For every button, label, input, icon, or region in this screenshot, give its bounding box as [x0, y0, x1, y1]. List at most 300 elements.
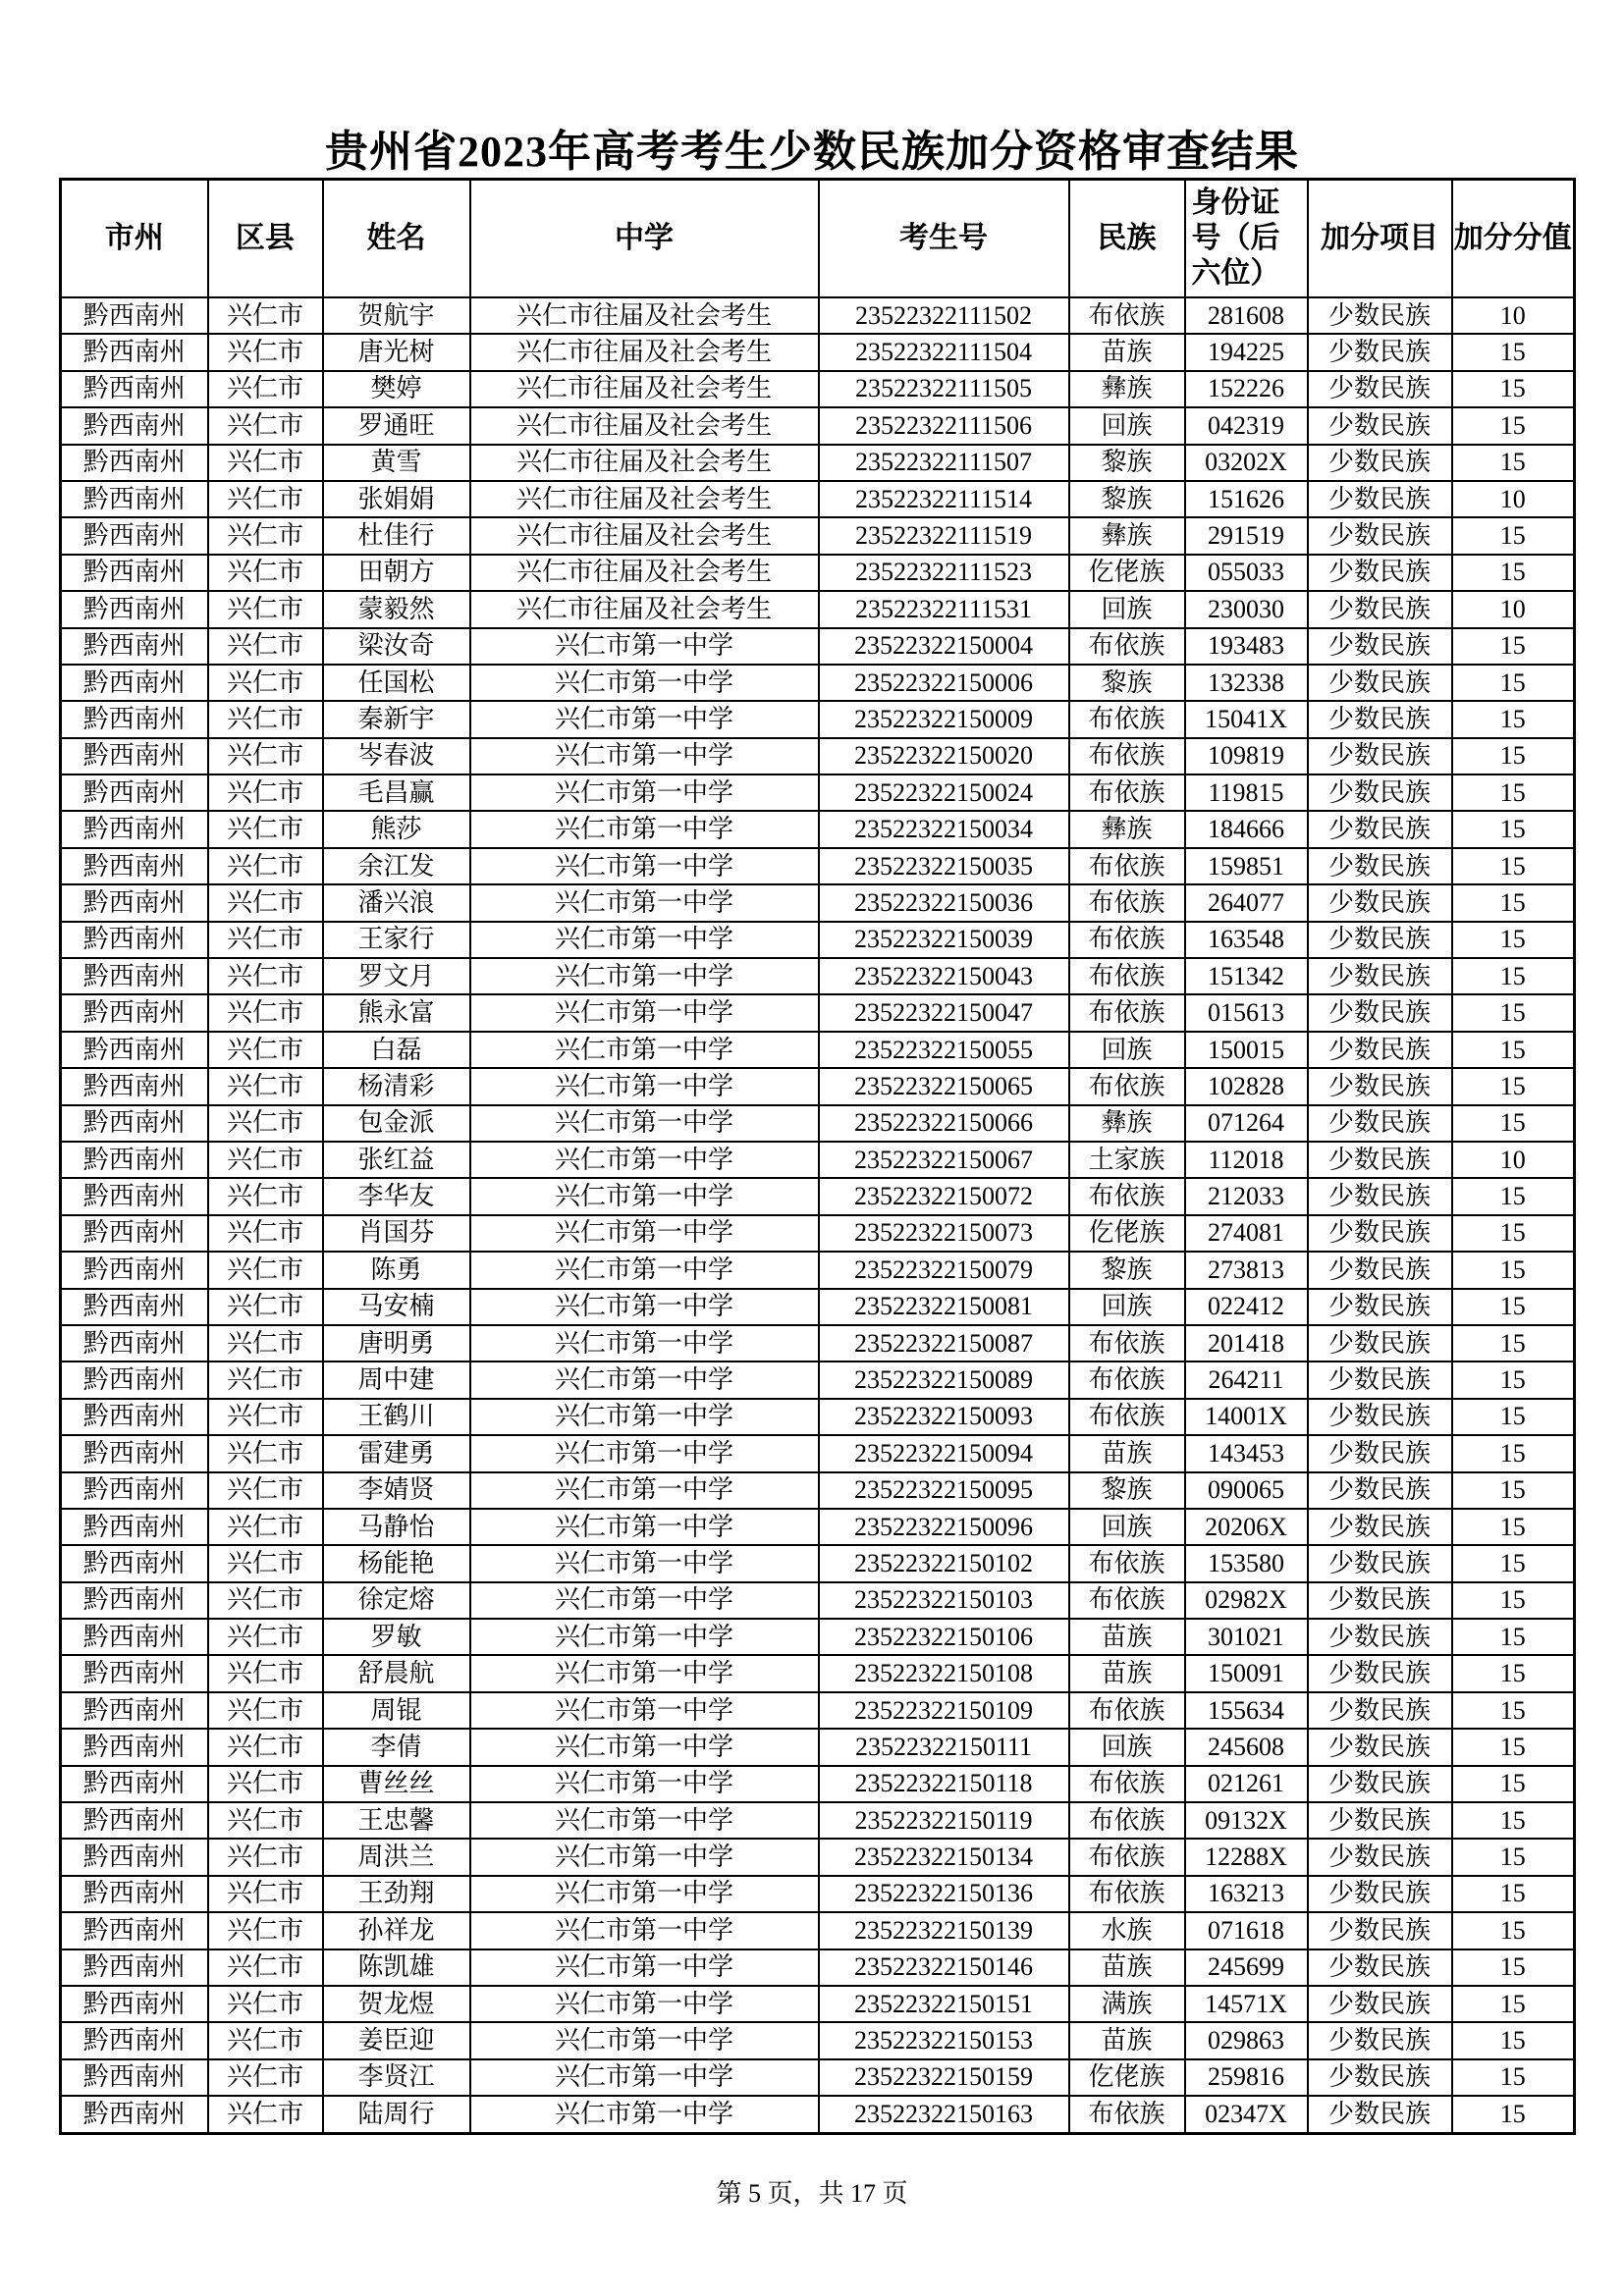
- cell-bonus-value: 15: [1452, 1252, 1575, 1288]
- cell-id-last6: 109819: [1185, 738, 1308, 774]
- cell-bonus-value: 15: [1452, 407, 1575, 444]
- cell-id-last6: 159851: [1185, 848, 1308, 884]
- cell-id-last6: 245608: [1185, 1729, 1308, 1765]
- cell-county: 兴仁市: [208, 1435, 323, 1471]
- cell-bonus-item: 少数民族: [1308, 774, 1452, 811]
- cell-id-last6: 015613: [1185, 994, 1308, 1031]
- cell-school: 兴仁市往届及社会考生: [470, 481, 819, 517]
- cell-county: 兴仁市: [208, 701, 323, 737]
- cell-name: 梁汝奇: [323, 628, 470, 665]
- cell-school: 兴仁市第一中学: [470, 1032, 819, 1068]
- cell-ethnicity: 布依族: [1069, 701, 1185, 737]
- cell-city: 黔西南州: [61, 738, 208, 774]
- header-bonus-value: 加分分值: [1452, 180, 1575, 298]
- cell-bonus-item: 少数民族: [1308, 884, 1452, 921]
- header-city: 市州: [61, 180, 208, 298]
- cell-bonus-item: 少数民族: [1308, 1802, 1452, 1839]
- cell-city: 黔西南州: [61, 1509, 208, 1545]
- cell-id-last6: 150015: [1185, 1032, 1308, 1068]
- cell-ethnicity: 布依族: [1069, 628, 1185, 665]
- table-row: [61, 1986, 1575, 2022]
- cell-bonus-value: 15: [1452, 1178, 1575, 1214]
- cell-id-last6: 230030: [1185, 591, 1308, 627]
- cell-bonus-item: 少数民族: [1308, 371, 1452, 407]
- cell-school: 兴仁市第一中学: [470, 1252, 819, 1288]
- cell-name: 罗文月: [323, 958, 470, 994]
- header-county: 区县: [208, 180, 323, 298]
- cell-bonus-value: 15: [1452, 1655, 1575, 1691]
- cell-school: 兴仁市第一中学: [470, 1289, 819, 1325]
- cell-school: 兴仁市第一中学: [470, 1399, 819, 1435]
- cell-city: 黔西南州: [61, 371, 208, 407]
- cell-school: 兴仁市第一中学: [470, 1068, 819, 1104]
- cell-county: 兴仁市: [208, 517, 323, 554]
- table-row: [61, 1509, 1575, 1545]
- cell-bonus-value: 15: [1452, 1068, 1575, 1104]
- cell-name: 杜佳行: [323, 517, 470, 554]
- table-row: [61, 1325, 1575, 1362]
- cell-name: 樊婷: [323, 371, 470, 407]
- cell-city: 黔西南州: [61, 297, 208, 334]
- cell-name: 孙祥龙: [323, 1912, 470, 1949]
- cell-id-last6: 14571X: [1185, 1986, 1308, 2022]
- cell-ethnicity: 布依族: [1069, 1325, 1185, 1362]
- cell-exam-number: 23522322150118: [819, 1766, 1069, 1802]
- cell-name: 白磊: [323, 1032, 470, 1068]
- cell-county: 兴仁市: [208, 1362, 323, 1398]
- cell-ethnicity: 仡佬族: [1069, 1215, 1185, 1252]
- table-row: [61, 774, 1575, 811]
- cell-ethnicity: 布依族: [1069, 1692, 1185, 1729]
- cell-bonus-value: 15: [1452, 445, 1575, 481]
- cell-ethnicity: 彝族: [1069, 517, 1185, 554]
- table-row: [61, 1766, 1575, 1802]
- cell-id-last6: 155634: [1185, 1692, 1308, 1729]
- cell-county: 兴仁市: [208, 407, 323, 444]
- cell-id-last6: 273813: [1185, 1252, 1308, 1288]
- cell-exam-number: 23522322150009: [819, 701, 1069, 737]
- cell-county: 兴仁市: [208, 1399, 323, 1435]
- cell-bonus-value: 15: [1452, 2096, 1575, 2133]
- cell-city: 黔西南州: [61, 1839, 208, 1875]
- cell-city: 黔西南州: [61, 1692, 208, 1729]
- cell-city: 黔西南州: [61, 481, 208, 517]
- cell-bonus-item: 少数民族: [1308, 1178, 1452, 1214]
- cell-school: 兴仁市往届及社会考生: [470, 591, 819, 627]
- cell-id-last6: 03202X: [1185, 445, 1308, 481]
- table-row: [61, 2096, 1575, 2133]
- cell-id-last6: 193483: [1185, 628, 1308, 665]
- cell-bonus-value: 15: [1452, 774, 1575, 811]
- cell-county: 兴仁市: [208, 591, 323, 627]
- cell-id-last6: 152226: [1185, 371, 1308, 407]
- cell-school: 兴仁市第一中学: [470, 1105, 819, 1142]
- cell-city: 黔西南州: [61, 445, 208, 481]
- cell-exam-number: 23522322150106: [819, 1619, 1069, 1655]
- cell-bonus-value: 15: [1452, 811, 1575, 847]
- cell-school: 兴仁市第一中学: [470, 1362, 819, 1398]
- cell-bonus-item: 少数民族: [1308, 958, 1452, 994]
- cell-id-last6: 029863: [1185, 2022, 1308, 2058]
- results-table: [59, 178, 1576, 2135]
- cell-bonus-value: 15: [1452, 1949, 1575, 1986]
- table-row: [61, 1582, 1575, 1619]
- cell-name: 田朝方: [323, 555, 470, 591]
- cell-bonus-value: 15: [1452, 1032, 1575, 1068]
- cell-name: 马静怡: [323, 1509, 470, 1545]
- cell-county: 兴仁市: [208, 1766, 323, 1802]
- cell-city: 黔西南州: [61, 701, 208, 737]
- cell-city: 黔西南州: [61, 958, 208, 994]
- cell-ethnicity: 布依族: [1069, 1399, 1185, 1435]
- cell-ethnicity: 布依族: [1069, 884, 1185, 921]
- cell-bonus-item: 少数民族: [1308, 1545, 1452, 1581]
- cell-bonus-value: 15: [1452, 1692, 1575, 1729]
- cell-name: 姜臣迎: [323, 2022, 470, 2058]
- cell-bonus-value: 15: [1452, 884, 1575, 921]
- cell-bonus-item: 少数民族: [1308, 1619, 1452, 1655]
- cell-bonus-value: 15: [1452, 1582, 1575, 1619]
- cell-county: 兴仁市: [208, 1215, 323, 1252]
- cell-ethnicity: 彝族: [1069, 1105, 1185, 1142]
- cell-bonus-item: 少数民族: [1308, 848, 1452, 884]
- cell-school: 兴仁市第一中学: [470, 1912, 819, 1949]
- table-row: [61, 665, 1575, 701]
- cell-id-last6: 143453: [1185, 1435, 1308, 1471]
- cell-city: 黔西南州: [61, 1435, 208, 1471]
- cell-name: 熊永富: [323, 994, 470, 1031]
- cell-school: 兴仁市第一中学: [470, 1472, 819, 1509]
- cell-city: 黔西南州: [61, 1912, 208, 1949]
- cell-exam-number: 23522322150095: [819, 1472, 1069, 1509]
- table-row: [61, 371, 1575, 407]
- cell-exam-number: 23522322111523: [819, 555, 1069, 591]
- cell-bonus-value: 15: [1452, 371, 1575, 407]
- cell-county: 兴仁市: [208, 628, 323, 665]
- table-row: [61, 1068, 1575, 1104]
- cell-ethnicity: 彝族: [1069, 371, 1185, 407]
- cell-bonus-value: 10: [1452, 591, 1575, 627]
- cell-county: 兴仁市: [208, 1619, 323, 1655]
- cell-city: 黔西南州: [61, 1876, 208, 1912]
- table-row: [61, 1876, 1575, 1912]
- cell-exam-number: 23522322150096: [819, 1509, 1069, 1545]
- table-row: [61, 1692, 1575, 1729]
- cell-county: 兴仁市: [208, 1729, 323, 1765]
- cell-id-last6: 022412: [1185, 1289, 1308, 1325]
- cell-county: 兴仁市: [208, 1105, 323, 1142]
- cell-bonus-item: 少数民族: [1308, 1142, 1452, 1178]
- cell-exam-number: 23522322111507: [819, 445, 1069, 481]
- cell-name: 杨能艳: [323, 1545, 470, 1581]
- cell-name: 黄雪: [323, 445, 470, 481]
- cell-ethnicity: 布依族: [1069, 1068, 1185, 1104]
- cell-id-last6: 02982X: [1185, 1582, 1308, 1619]
- table-row: [61, 1839, 1575, 1875]
- cell-bonus-value: 15: [1452, 1545, 1575, 1581]
- cell-bonus-item: 少数民族: [1308, 297, 1452, 334]
- cell-city: 黔西南州: [61, 1766, 208, 1802]
- cell-id-last6: 132338: [1185, 665, 1308, 701]
- cell-bonus-item: 少数民族: [1308, 1509, 1452, 1545]
- cell-city: 黔西南州: [61, 1986, 208, 2022]
- cell-city: 黔西南州: [61, 1729, 208, 1765]
- cell-exam-number: 23522322111514: [819, 481, 1069, 517]
- cell-county: 兴仁市: [208, 1178, 323, 1214]
- cell-county: 兴仁市: [208, 1472, 323, 1509]
- cell-name: 张红益: [323, 1142, 470, 1178]
- cell-county: 兴仁市: [208, 811, 323, 847]
- cell-city: 黔西南州: [61, 517, 208, 554]
- table-row: [61, 481, 1575, 517]
- cell-name: 熊莎: [323, 811, 470, 847]
- cell-school: 兴仁市第一中学: [470, 994, 819, 1031]
- cell-county: 兴仁市: [208, 555, 323, 591]
- cell-exam-number: 23522322150024: [819, 774, 1069, 811]
- cell-id-last6: 15041X: [1185, 701, 1308, 737]
- table-row: [61, 738, 1575, 774]
- cell-school: 兴仁市第一中学: [470, 2096, 819, 2133]
- table-row: [61, 2059, 1575, 2096]
- cell-school: 兴仁市往届及社会考生: [470, 407, 819, 444]
- cell-county: 兴仁市: [208, 1692, 323, 1729]
- cell-bonus-value: 15: [1452, 1766, 1575, 1802]
- cell-county: 兴仁市: [208, 2059, 323, 2096]
- cell-ethnicity: 布依族: [1069, 1802, 1185, 1839]
- cell-bonus-value: 15: [1452, 1912, 1575, 1949]
- cell-exam-number: 23522322150146: [819, 1949, 1069, 1986]
- header-bonus-item: 加分项目: [1308, 180, 1452, 298]
- cell-city: 黔西南州: [61, 1802, 208, 1839]
- cell-county: 兴仁市: [208, 884, 323, 921]
- table-header-row: [61, 180, 1575, 298]
- cell-county: 兴仁市: [208, 481, 323, 517]
- table-row: [61, 922, 1575, 958]
- table-row: [61, 1142, 1575, 1178]
- cell-city: 黔西南州: [61, 1619, 208, 1655]
- cell-ethnicity: 布依族: [1069, 1178, 1185, 1214]
- table-row: [61, 1619, 1575, 1655]
- cell-bonus-value: 15: [1452, 1509, 1575, 1545]
- cell-school: 兴仁市第一中学: [470, 848, 819, 884]
- cell-bonus-value: 15: [1452, 1105, 1575, 1142]
- cell-ethnicity: 回族: [1069, 1032, 1185, 1068]
- table-row: [61, 334, 1575, 370]
- cell-id-last6: 119815: [1185, 774, 1308, 811]
- cell-bonus-item: 少数民族: [1308, 628, 1452, 665]
- cell-city: 黔西南州: [61, 1068, 208, 1104]
- cell-city: 黔西南州: [61, 1399, 208, 1435]
- cell-school: 兴仁市第一中学: [470, 1619, 819, 1655]
- cell-bonus-item: 少数民族: [1308, 701, 1452, 737]
- cell-city: 黔西南州: [61, 1142, 208, 1178]
- cell-name: 贺航宇: [323, 297, 470, 334]
- cell-name: 陈凯雄: [323, 1949, 470, 1986]
- table-row: [61, 1472, 1575, 1509]
- header-id-last6: 身份证号（后六位）: [1185, 180, 1308, 298]
- cell-id-last6: 112018: [1185, 1142, 1308, 1178]
- cell-id-last6: 150091: [1185, 1655, 1308, 1691]
- cell-city: 黔西南州: [61, 665, 208, 701]
- table-row: [61, 1729, 1575, 1765]
- cell-city: 黔西南州: [61, 555, 208, 591]
- cell-school: 兴仁市第一中学: [470, 1839, 819, 1875]
- cell-school: 兴仁市第一中学: [470, 1215, 819, 1252]
- table-row: [61, 1105, 1575, 1142]
- cell-county: 兴仁市: [208, 1252, 323, 1288]
- cell-school: 兴仁市第一中学: [470, 1509, 819, 1545]
- cell-city: 黔西南州: [61, 811, 208, 847]
- cell-id-last6: 291519: [1185, 517, 1308, 554]
- cell-bonus-value: 15: [1452, 334, 1575, 370]
- cell-exam-number: 23522322150159: [819, 2059, 1069, 2096]
- cell-county: 兴仁市: [208, 1802, 323, 1839]
- cell-school: 兴仁市第一中学: [470, 922, 819, 958]
- cell-bonus-item: 少数民族: [1308, 591, 1452, 627]
- cell-city: 黔西南州: [61, 1582, 208, 1619]
- cell-id-last6: 151342: [1185, 958, 1308, 994]
- cell-county: 兴仁市: [208, 665, 323, 701]
- cell-name: 舒晨航: [323, 1655, 470, 1691]
- cell-bonus-value: 15: [1452, 1802, 1575, 1839]
- cell-id-last6: 090065: [1185, 1472, 1308, 1509]
- table-row: [61, 2022, 1575, 2058]
- cell-bonus-value: 15: [1452, 1619, 1575, 1655]
- cell-bonus-item: 少数民族: [1308, 738, 1452, 774]
- cell-bonus-value: 15: [1452, 665, 1575, 701]
- cell-school: 兴仁市往届及社会考生: [470, 445, 819, 481]
- cell-exam-number: 23522322150139: [819, 1912, 1069, 1949]
- cell-county: 兴仁市: [208, 994, 323, 1031]
- cell-bonus-item: 少数民族: [1308, 1949, 1452, 1986]
- cell-bonus-item: 少数民族: [1308, 2059, 1452, 2096]
- table-row: [61, 1362, 1575, 1398]
- cell-bonus-value: 15: [1452, 1472, 1575, 1509]
- cell-bonus-value: 15: [1452, 1399, 1575, 1435]
- table-row: [61, 848, 1575, 884]
- table-row: [61, 1435, 1575, 1471]
- cell-county: 兴仁市: [208, 1509, 323, 1545]
- cell-school: 兴仁市第一中学: [470, 958, 819, 994]
- cell-ethnicity: 彝族: [1069, 811, 1185, 847]
- cell-exam-number: 23522322150134: [819, 1839, 1069, 1875]
- table-row: [61, 958, 1575, 994]
- cell-name: 余江发: [323, 848, 470, 884]
- cell-exam-number: 23522322150055: [819, 1032, 1069, 1068]
- cell-ethnicity: 苗族: [1069, 1655, 1185, 1691]
- cell-name: 罗通旺: [323, 407, 470, 444]
- cell-city: 黔西南州: [61, 1215, 208, 1252]
- cell-name: 陆周行: [323, 2096, 470, 2133]
- cell-exam-number: 23522322150102: [819, 1545, 1069, 1581]
- cell-city: 黔西南州: [61, 1178, 208, 1214]
- cell-county: 兴仁市: [208, 958, 323, 994]
- cell-city: 黔西南州: [61, 334, 208, 370]
- cell-name: 包金派: [323, 1105, 470, 1142]
- cell-school: 兴仁市第一中学: [470, 1655, 819, 1691]
- cell-ethnicity: 布依族: [1069, 1839, 1185, 1875]
- cell-name: 曹丝丝: [323, 1766, 470, 1802]
- cell-school: 兴仁市第一中学: [470, 1582, 819, 1619]
- cell-id-last6: 055033: [1185, 555, 1308, 591]
- cell-school: 兴仁市第一中学: [470, 1325, 819, 1362]
- cell-ethnicity: 苗族: [1069, 2022, 1185, 2058]
- cell-city: 黔西南州: [61, 1362, 208, 1398]
- cell-bonus-value: 15: [1452, 1435, 1575, 1471]
- cell-county: 兴仁市: [208, 1876, 323, 1912]
- cell-ethnicity: 布依族: [1069, 958, 1185, 994]
- cell-name: 唐光树: [323, 334, 470, 370]
- cell-school: 兴仁市往届及社会考生: [470, 297, 819, 334]
- cell-school: 兴仁市第一中学: [470, 884, 819, 921]
- cell-exam-number: 23522322111502: [819, 297, 1069, 334]
- cell-exam-number: 23522322111506: [819, 407, 1069, 444]
- cell-bonus-item: 少数民族: [1308, 811, 1452, 847]
- cell-school: 兴仁市第一中学: [470, 1178, 819, 1214]
- cell-school: 兴仁市第一中学: [470, 738, 819, 774]
- cell-exam-number: 23522322150109: [819, 1692, 1069, 1729]
- table-body: [61, 297, 1575, 2133]
- table-row: [61, 407, 1575, 444]
- cell-id-last6: 201418: [1185, 1325, 1308, 1362]
- cell-bonus-value: 15: [1452, 701, 1575, 737]
- cell-exam-number: 23522322150043: [819, 958, 1069, 994]
- cell-exam-number: 23522322150047: [819, 994, 1069, 1031]
- cell-name: 李贤江: [323, 2059, 470, 2096]
- cell-city: 黔西南州: [61, 1252, 208, 1288]
- cell-name: 毛昌赢: [323, 774, 470, 811]
- cell-id-last6: 264211: [1185, 1362, 1308, 1398]
- cell-bonus-item: 少数民族: [1308, 1472, 1452, 1509]
- cell-ethnicity: 黎族: [1069, 445, 1185, 481]
- cell-name: 李华友: [323, 1178, 470, 1214]
- cell-bonus-value: 15: [1452, 958, 1575, 994]
- cell-school: 兴仁市第一中学: [470, 1435, 819, 1471]
- cell-ethnicity: 布依族: [1069, 922, 1185, 958]
- cell-id-last6: 14001X: [1185, 1399, 1308, 1435]
- cell-county: 兴仁市: [208, 1582, 323, 1619]
- cell-name: 潘兴浪: [323, 884, 470, 921]
- cell-school: 兴仁市第一中学: [470, 1876, 819, 1912]
- cell-ethnicity: 布依族: [1069, 2096, 1185, 2133]
- cell-bonus-item: 少数民族: [1308, 2022, 1452, 2058]
- cell-county: 兴仁市: [208, 1912, 323, 1949]
- cell-name: 杨清彩: [323, 1068, 470, 1104]
- cell-exam-number: 23522322150072: [819, 1178, 1069, 1214]
- cell-exam-number: 23522322150151: [819, 1986, 1069, 2022]
- cell-bonus-value: 15: [1452, 1325, 1575, 1362]
- cell-ethnicity: 苗族: [1069, 1949, 1185, 1986]
- table-row: [61, 1802, 1575, 1839]
- cell-bonus-item: 少数民族: [1308, 1435, 1452, 1471]
- cell-bonus-item: 少数民族: [1308, 1582, 1452, 1619]
- cell-county: 兴仁市: [208, 848, 323, 884]
- cell-ethnicity: 布依族: [1069, 297, 1185, 334]
- cell-school: 兴仁市第一中学: [470, 1729, 819, 1765]
- cell-exam-number: 23522322150093: [819, 1399, 1069, 1435]
- cell-school: 兴仁市往届及社会考生: [470, 334, 819, 370]
- cell-city: 黔西南州: [61, 884, 208, 921]
- cell-county: 兴仁市: [208, 1949, 323, 1986]
- cell-ethnicity: 仡佬族: [1069, 555, 1185, 591]
- table-row: [61, 701, 1575, 737]
- cell-exam-number: 23522322150065: [819, 1068, 1069, 1104]
- cell-ethnicity: 苗族: [1069, 334, 1185, 370]
- cell-school: 兴仁市第一中学: [470, 628, 819, 665]
- cell-school: 兴仁市第一中学: [470, 701, 819, 737]
- cell-ethnicity: 布依族: [1069, 1766, 1185, 1802]
- cell-exam-number: 23522322150035: [819, 848, 1069, 884]
